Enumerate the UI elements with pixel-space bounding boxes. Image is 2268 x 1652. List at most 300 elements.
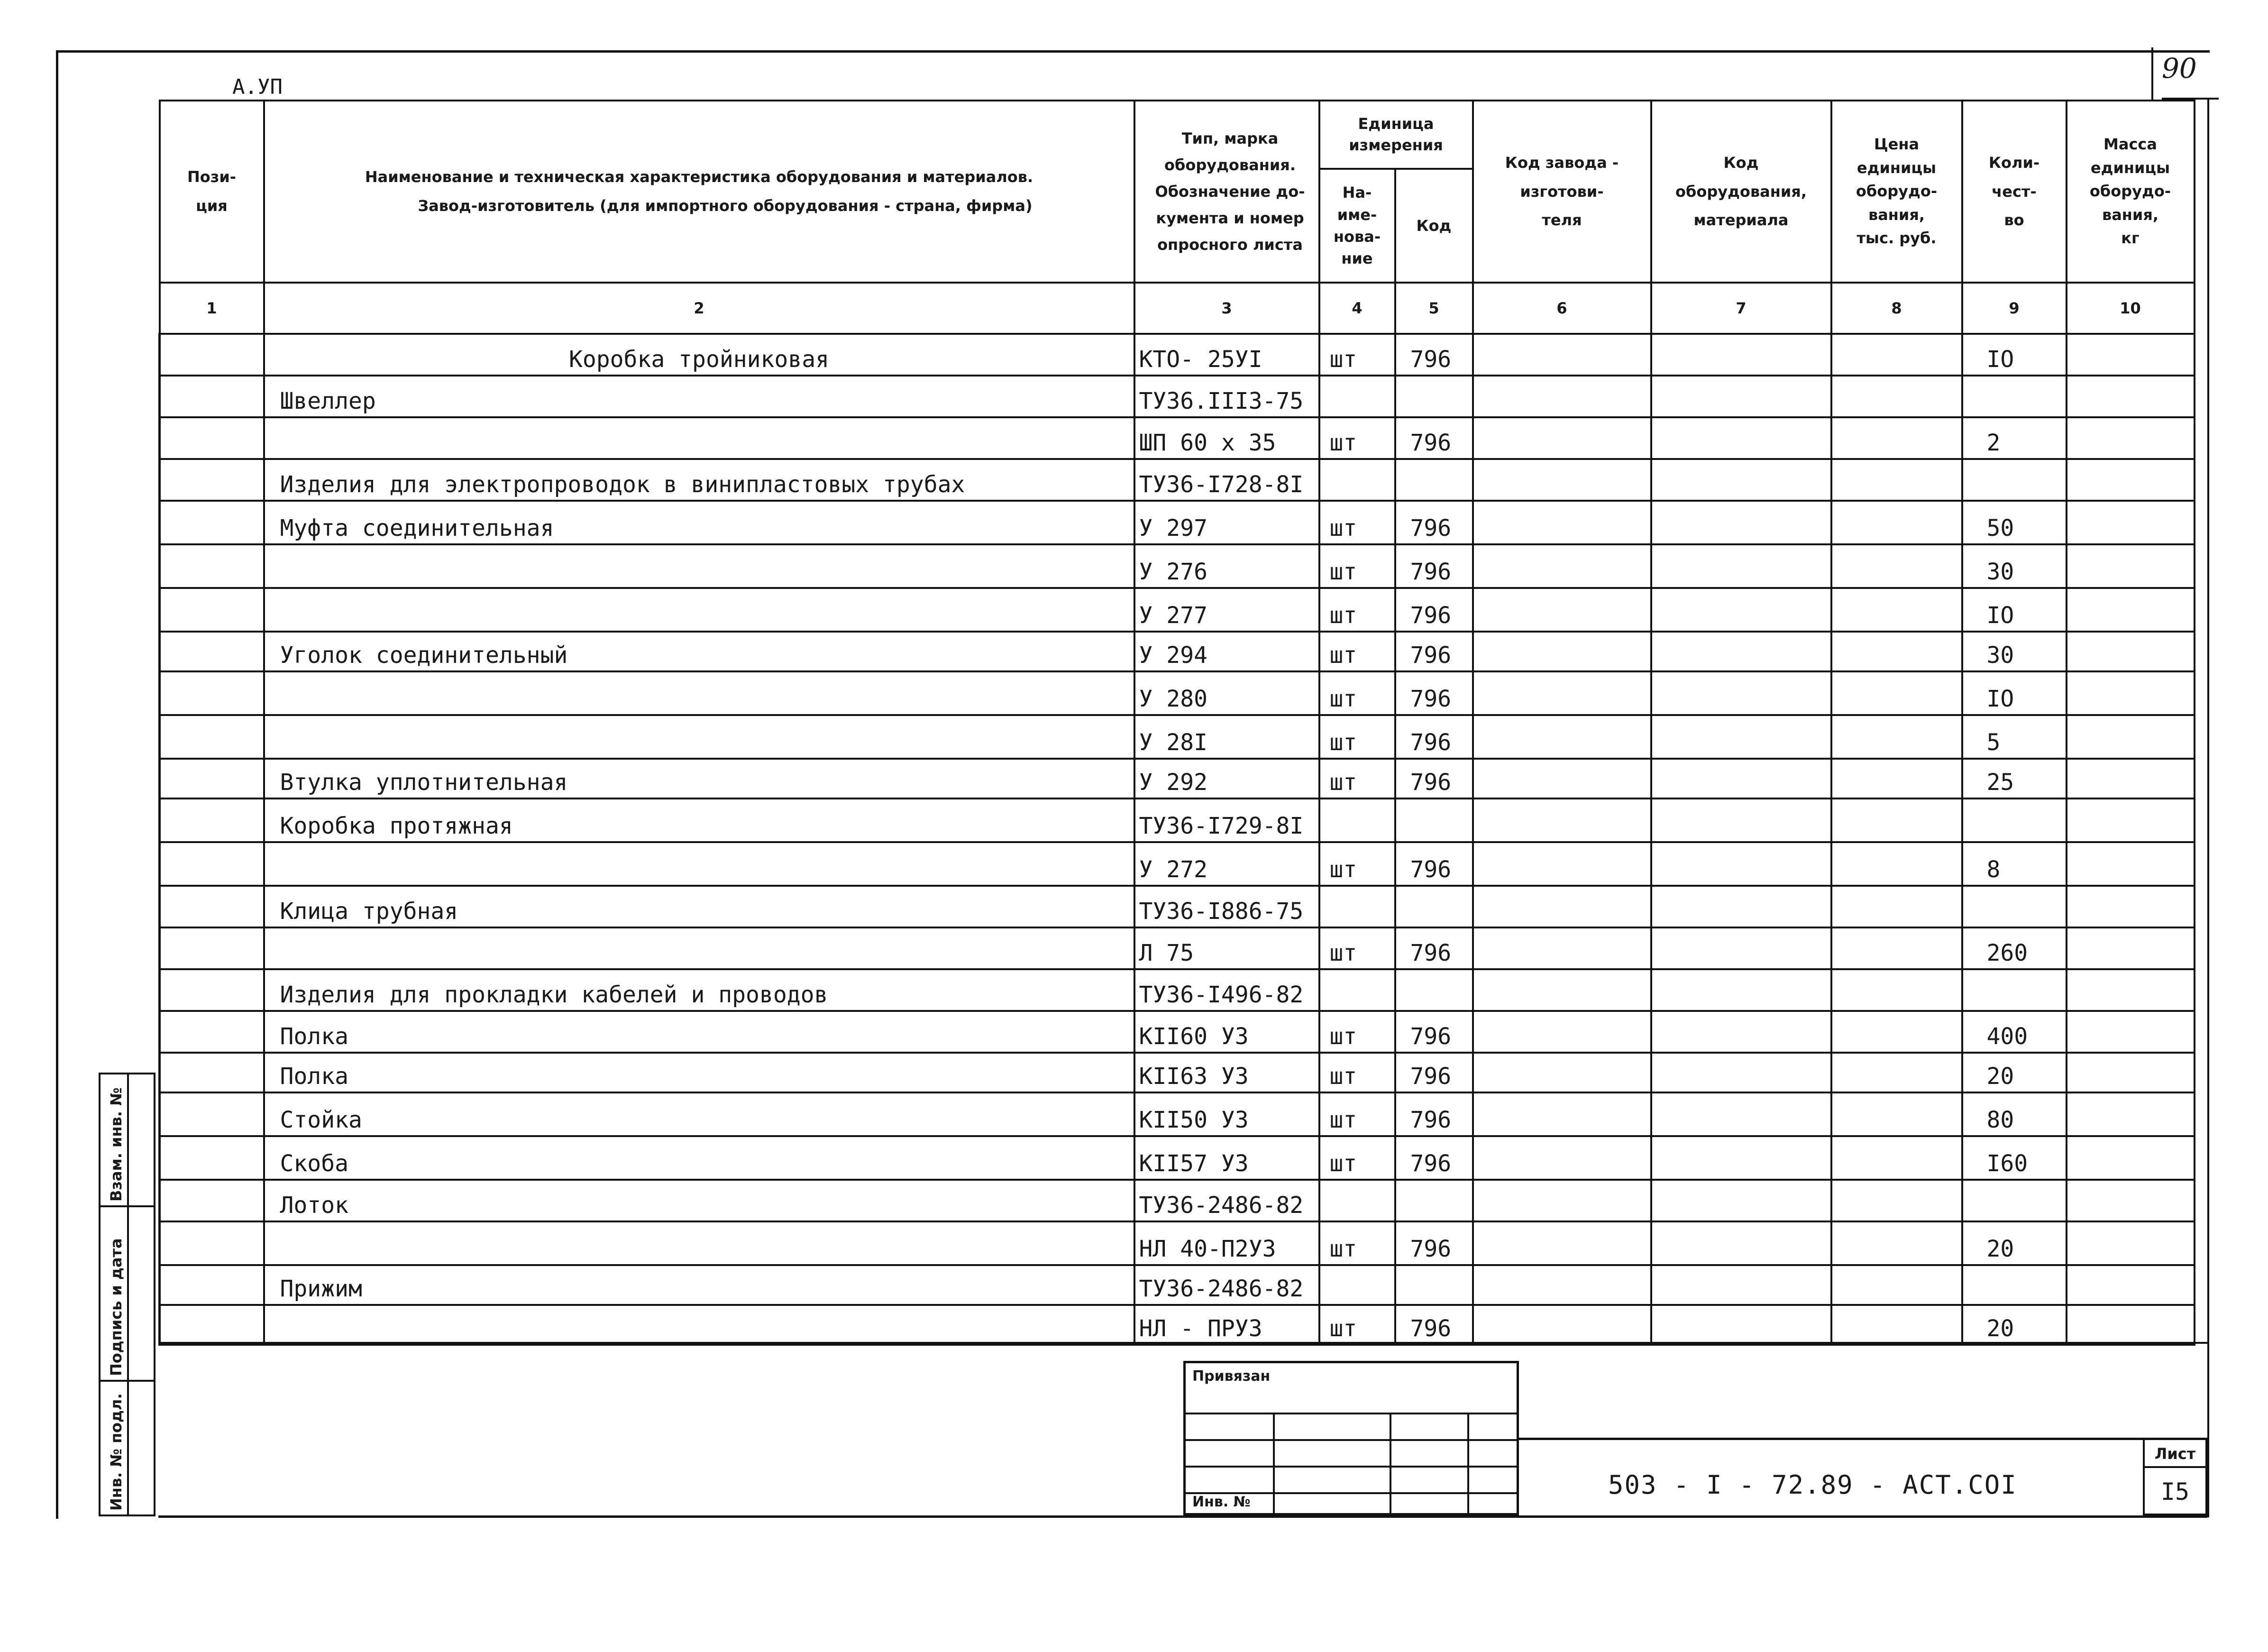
column-number: 2 [264, 283, 1134, 334]
factory-code-cell [1473, 1011, 1651, 1053]
table-row [160, 798, 2195, 842]
position-cell [160, 1053, 264, 1092]
unit-code-cell: 796 [1395, 1221, 1473, 1265]
unit-cell: шт [1319, 1053, 1395, 1092]
price-cell [1831, 1180, 1962, 1221]
quantity-cell [1962, 376, 2067, 417]
table-row [160, 1305, 2195, 1345]
name-cell: Втулка уплотнительная [264, 759, 1134, 798]
header-mass-text: Масса единицы оборудо- вания, кг [2089, 135, 2171, 248]
type-cell: У 276 [1134, 544, 1319, 588]
factory-code-cell [1473, 759, 1651, 798]
side-stamp-podpis [99, 1205, 155, 1382]
header-name-line2: Завод-изготовитель (для импортного оборудования - страна, фирма) [418, 197, 1033, 215]
specification-table [158, 100, 2195, 1346]
table-row [160, 927, 2195, 969]
mass-cell [2067, 798, 2195, 842]
price-cell [1831, 501, 1962, 544]
name-cell [264, 588, 1134, 632]
side-stamp-inv [99, 1380, 155, 1516]
type-cell: ТУ36-I729-8I [1134, 798, 1319, 842]
unit-code-cell: 796 [1395, 632, 1473, 671]
equipment-code-cell [1651, 459, 1831, 501]
header-unit-name [1319, 169, 1395, 283]
sheet-mark-divider [2151, 47, 2153, 100]
table-row [160, 969, 2195, 1011]
quantity-cell: 25 [1962, 759, 2067, 798]
name-cell [264, 842, 1134, 886]
unit-cell: шт [1319, 1305, 1395, 1345]
name-cell: Полка [264, 1053, 1134, 1092]
column-number: 4 [1319, 283, 1395, 334]
frame-right-edge [2207, 100, 2209, 1517]
quantity-cell [1962, 459, 2067, 501]
price-cell [1831, 632, 1962, 671]
equipment-code-cell [1651, 588, 1831, 632]
quantity-cell: 20 [1962, 1221, 2067, 1265]
factory-code-cell [1473, 842, 1651, 886]
position-cell [160, 715, 264, 759]
factory-code-cell [1473, 501, 1651, 544]
unit-cell: шт [1319, 759, 1395, 798]
unit-cell: шт [1319, 544, 1395, 588]
position-cell [160, 927, 264, 969]
header-unit-name-text: На- име- нова- ние [1333, 184, 1381, 268]
price-cell [1831, 969, 1962, 1011]
type-cell: У 297 [1134, 501, 1319, 544]
unit-cell [1319, 969, 1395, 1011]
table-row [160, 501, 2195, 544]
column-number: 8 [1831, 283, 1962, 334]
factory-code-cell [1473, 1265, 1651, 1305]
mass-cell [2067, 715, 2195, 759]
position-cell [160, 1092, 264, 1136]
unit-cell: шт [1319, 1136, 1395, 1180]
factory-code-cell [1473, 927, 1651, 969]
equipment-code-cell [1651, 1305, 1831, 1345]
factory-code-cell [1473, 544, 1651, 588]
header-price-text: Цена единицы оборудо- вания, тыс. руб. [1856, 135, 1938, 248]
name-cell [264, 927, 1134, 969]
mass-cell [2067, 886, 2195, 927]
document-number: 503 - I - 72.89 - АСТ.СОI [1608, 1470, 2017, 1500]
quantity-cell [1962, 798, 2067, 842]
header-name-line1: Наименование и техническая характеристика оборудования и материалов. [365, 168, 1033, 186]
mass-cell [2067, 1092, 2195, 1136]
type-cell: У 277 [1134, 588, 1319, 632]
type-cell: ТУ36-I728-8I [1134, 459, 1319, 501]
mass-cell [2067, 1305, 2195, 1345]
unit-code-cell: 796 [1395, 417, 1473, 459]
unit-cell: шт [1319, 1092, 1395, 1136]
type-cell: КII60 УЗ [1134, 1011, 1319, 1053]
header-quantity [1962, 101, 2067, 283]
quantity-cell: 2 [1962, 417, 2067, 459]
name-cell: Лоток [264, 1180, 1134, 1221]
position-cell [160, 1011, 264, 1053]
type-cell: Л 75 [1134, 927, 1319, 969]
name-cell: Скоба [264, 1136, 1134, 1180]
quantity-cell: 400 [1962, 1011, 2067, 1053]
table-row [160, 759, 2195, 798]
unit-code-cell: 796 [1395, 927, 1473, 969]
position-cell [160, 334, 264, 376]
quantity-cell: 80 [1962, 1092, 2067, 1136]
mass-cell [2067, 459, 2195, 501]
equipment-code-cell [1651, 1092, 1831, 1136]
unit-code-cell [1395, 798, 1473, 842]
unit-code-cell [1395, 1265, 1473, 1305]
equipment-code-cell [1651, 376, 1831, 417]
name-cell: Стойка [264, 1092, 1134, 1136]
price-cell [1831, 1265, 1962, 1305]
factory-code-cell [1473, 886, 1651, 927]
header-type [1134, 101, 1319, 283]
quantity-cell: IO [1962, 334, 2067, 376]
unit-code-cell: 796 [1395, 1136, 1473, 1180]
table-row [160, 334, 2195, 376]
price-cell [1831, 671, 1962, 715]
header-qty-text: Коли- чест- во [1988, 153, 2040, 229]
unit-code-cell: 796 [1395, 715, 1473, 759]
mass-cell [2067, 376, 2195, 417]
header-mass [2067, 101, 2195, 283]
name-cell [264, 671, 1134, 715]
price-cell [1831, 588, 1962, 632]
equipment-code-cell [1651, 632, 1831, 671]
quantity-cell: IO [1962, 671, 2067, 715]
unit-cell: шт [1319, 671, 1395, 715]
header-unit [1319, 101, 1473, 169]
type-cell: КТО- 25УI [1134, 334, 1319, 376]
quantity-cell: 260 [1962, 927, 2067, 969]
equipment-code-cell [1651, 886, 1831, 927]
position-cell [160, 1265, 264, 1305]
unit-code-cell: 796 [1395, 842, 1473, 886]
column-number: 6 [1473, 283, 1651, 334]
unit-cell [1319, 798, 1395, 842]
header-equip-code-text: Код оборудования, материала [1675, 153, 1807, 229]
column-number: 10 [2067, 283, 2195, 334]
price-cell [1831, 334, 1962, 376]
quantity-cell: 50 [1962, 501, 2067, 544]
price-cell [1831, 1092, 1962, 1136]
price-cell [1831, 376, 1962, 417]
unit-code-cell: 796 [1395, 759, 1473, 798]
unit-cell: шт [1319, 334, 1395, 376]
name-cell: Прижим [264, 1265, 1134, 1305]
quantity-cell [1962, 969, 2067, 1011]
factory-code-cell [1473, 969, 1651, 1011]
quantity-cell: IO [1962, 588, 2067, 632]
frame-bottom [158, 1515, 2207, 1518]
name-cell [264, 417, 1134, 459]
name-cell: Полка [264, 1011, 1134, 1053]
unit-code-cell: 796 [1395, 1092, 1473, 1136]
quantity-cell: 30 [1962, 544, 2067, 588]
header-unit-code: Код [1395, 169, 1473, 283]
equipment-code-cell [1651, 927, 1831, 969]
unit-code-cell [1395, 376, 1473, 417]
equipment-code-cell [1651, 1136, 1831, 1180]
position-cell [160, 501, 264, 544]
mass-cell [2067, 544, 2195, 588]
organization-code: А.УП [232, 75, 283, 99]
unit-cell: шт [1319, 842, 1395, 886]
unit-code-cell: 796 [1395, 1053, 1473, 1092]
equipment-code-cell [1651, 417, 1831, 459]
sheet-box [2143, 1438, 2207, 1515]
table-row [160, 459, 2195, 501]
table-row [160, 544, 2195, 588]
type-cell: ТУ36.III3-75 [1134, 376, 1319, 417]
position-cell [160, 588, 264, 632]
table-row [160, 886, 2195, 927]
name-cell: Швеллер [264, 376, 1134, 417]
name-cell: Коробка протяжная [264, 798, 1134, 842]
type-cell: ТУ36-I886-75 [1134, 886, 1319, 927]
price-cell [1831, 1136, 1962, 1180]
unit-code-cell: 796 [1395, 544, 1473, 588]
type-cell: У 28I [1134, 715, 1319, 759]
header-pos-text: Пози- ция [187, 168, 237, 215]
name-cell: Муфта соединительная [264, 501, 1134, 544]
table-row [160, 1011, 2195, 1053]
sheet-mark: 90 [2162, 52, 2197, 84]
price-cell [1831, 715, 1962, 759]
price-cell [1831, 886, 1962, 927]
price-cell [1831, 1221, 1962, 1265]
header-position [160, 101, 264, 283]
header-type-text: Тип, марка оборудования. Обозначение до- кумента и номер опросного листа [1155, 129, 1305, 254]
unit-code-cell [1395, 459, 1473, 501]
name-cell: Изделия для прокладки кабелей и проводов [264, 969, 1134, 1011]
position-cell [160, 671, 264, 715]
name-cell [264, 715, 1134, 759]
equipment-code-cell [1651, 842, 1831, 886]
factory-code-cell [1473, 632, 1651, 671]
sheet-number: I5 [2143, 1466, 2207, 1515]
position-cell [160, 969, 264, 1011]
sheet-label: Лист [2143, 1438, 2207, 1468]
unit-cell [1319, 1180, 1395, 1221]
factory-code-cell [1473, 459, 1651, 501]
equipment-code-cell [1651, 1221, 1831, 1265]
type-cell: ШП 60 х 35 [1134, 417, 1319, 459]
unit-code-cell: 796 [1395, 501, 1473, 544]
quantity-cell [1962, 1265, 2067, 1305]
mass-cell [2067, 759, 2195, 798]
factory-code-cell [1473, 376, 1651, 417]
factory-code-cell [1473, 1180, 1651, 1221]
factory-code-cell [1473, 715, 1651, 759]
price-cell [1831, 1011, 1962, 1053]
unit-code-cell: 796 [1395, 588, 1473, 632]
unit-cell [1319, 886, 1395, 927]
type-cell: КII50 УЗ [1134, 1092, 1319, 1136]
type-cell: У 280 [1134, 671, 1319, 715]
price-cell [1831, 459, 1962, 501]
equipment-code-cell [1651, 1053, 1831, 1092]
header-unit-text: Единица измерения [1349, 115, 1443, 154]
equipment-code-cell [1651, 1011, 1831, 1053]
equipment-code-cell [1651, 671, 1831, 715]
table-row [160, 632, 2195, 671]
header-name [264, 101, 1134, 283]
unit-cell: шт [1319, 417, 1395, 459]
price-cell [1831, 798, 1962, 842]
quantity-cell: I60 [1962, 1136, 2067, 1180]
unit-code-cell: 796 [1395, 1011, 1473, 1053]
column-number: 5 [1395, 283, 1473, 334]
type-cell: ТУ36-2486-82 [1134, 1265, 1319, 1305]
unit-code-cell [1395, 886, 1473, 927]
unit-cell [1319, 459, 1395, 501]
mass-cell [2067, 842, 2195, 886]
side-stamp-vzam-label: Взам. инв. № [107, 1087, 125, 1202]
factory-code-cell [1473, 1136, 1651, 1180]
factory-code-cell [1473, 1053, 1651, 1092]
factory-code-cell [1473, 1221, 1651, 1265]
privyazan-label: Привязан [1192, 1368, 1271, 1385]
name-cell: Изделия для электропроводок в винипластовых трубах [264, 459, 1134, 501]
name-cell [264, 544, 1134, 588]
position-cell [160, 842, 264, 886]
position-cell [160, 798, 264, 842]
type-cell: У 294 [1134, 632, 1319, 671]
table-row [160, 588, 2195, 632]
header-price [1831, 101, 1962, 283]
mass-cell [2067, 334, 2195, 376]
table-row [160, 715, 2195, 759]
table-row [160, 842, 2195, 886]
factory-code-cell [1473, 588, 1651, 632]
quantity-cell: 5 [1962, 715, 2067, 759]
unit-cell: шт [1319, 501, 1395, 544]
name-cell: Клица трубная [264, 886, 1134, 927]
equipment-code-cell [1651, 969, 1831, 1011]
type-cell: КII63 УЗ [1134, 1053, 1319, 1092]
name-cell: Уголок соединительный [264, 632, 1134, 671]
price-cell [1831, 1053, 1962, 1092]
price-cell [1831, 842, 1962, 886]
mass-cell [2067, 1180, 2195, 1221]
header-factory-code [1473, 101, 1651, 283]
name-cell [264, 1305, 1134, 1345]
name-cell [264, 1221, 1134, 1265]
factory-code-cell [1473, 671, 1651, 715]
equipment-code-cell [1651, 1180, 1831, 1221]
column-number: 3 [1134, 283, 1319, 334]
unit-code-cell: 796 [1395, 334, 1473, 376]
side-stamp [99, 1073, 157, 1516]
table-row [160, 671, 2195, 715]
mass-cell [2067, 1053, 2195, 1092]
mass-cell [2067, 501, 2195, 544]
factory-code-cell [1473, 334, 1651, 376]
equipment-code-cell [1651, 334, 1831, 376]
position-cell [160, 376, 264, 417]
column-numbers-row [160, 283, 2195, 334]
bottom-separator [158, 1342, 2207, 1344]
side-stamp-vzam [99, 1073, 155, 1207]
mass-cell [2067, 1265, 2195, 1305]
unit-cell: шт [1319, 632, 1395, 671]
position-cell [160, 417, 264, 459]
header-equipment-code [1651, 101, 1831, 283]
unit-code-cell [1395, 969, 1473, 1011]
quantity-cell: 8 [1962, 842, 2067, 886]
unit-cell: шт [1319, 588, 1395, 632]
equipment-code-cell [1651, 544, 1831, 588]
equipment-code-cell [1651, 1265, 1831, 1305]
unit-cell: шт [1319, 1221, 1395, 1265]
mass-cell [2067, 927, 2195, 969]
table-row [160, 417, 2195, 459]
price-cell [1831, 927, 1962, 969]
position-cell [160, 1305, 264, 1345]
position-cell [160, 1221, 264, 1265]
table-row [160, 1053, 2195, 1092]
name-cell: Коробка тройниковая [264, 334, 1134, 376]
mass-cell [2067, 588, 2195, 632]
quantity-cell [1962, 886, 2067, 927]
mass-cell [2067, 671, 2195, 715]
position-cell [160, 886, 264, 927]
unit-cell: шт [1319, 927, 1395, 969]
unit-cell [1319, 1265, 1395, 1305]
table-row [160, 1136, 2195, 1180]
unit-code-cell: 796 [1395, 671, 1473, 715]
price-cell [1831, 759, 1962, 798]
table-row [160, 376, 2195, 417]
type-cell: У 272 [1134, 842, 1319, 886]
unit-cell: шт [1319, 1011, 1395, 1053]
side-stamp-inv-label: Инв. № подл. [107, 1393, 125, 1511]
equipment-code-cell [1651, 798, 1831, 842]
position-cell [160, 1136, 264, 1180]
header-factory-text: Код завода - изготови- теля [1505, 153, 1619, 229]
type-cell: ТУ36-I496-82 [1134, 969, 1319, 1011]
privyazan-stamp [1183, 1361, 1519, 1515]
position-cell [160, 759, 264, 798]
type-cell: НЛ 40-П2УЗ [1134, 1221, 1319, 1265]
mass-cell [2067, 1011, 2195, 1053]
mass-cell [2067, 1221, 2195, 1265]
price-cell [1831, 1305, 1962, 1345]
type-cell: У 292 [1134, 759, 1319, 798]
table-row [160, 1092, 2195, 1136]
unit-cell [1319, 376, 1395, 417]
equipment-code-cell [1651, 501, 1831, 544]
factory-code-cell [1473, 1092, 1651, 1136]
position-cell [160, 459, 264, 501]
equipment-code-cell [1651, 715, 1831, 759]
unit-cell: шт [1319, 715, 1395, 759]
factory-code-cell [1473, 798, 1651, 842]
mass-cell [2067, 969, 2195, 1011]
quantity-cell [1962, 1180, 2067, 1221]
quantity-cell: 20 [1962, 1053, 2067, 1092]
type-cell: НЛ - ПРУЗ [1134, 1305, 1319, 1345]
equipment-code-cell [1651, 759, 1831, 798]
position-cell [160, 1180, 264, 1221]
mass-cell [2067, 1136, 2195, 1180]
quantity-cell: 30 [1962, 632, 2067, 671]
column-number: 1 [160, 283, 264, 334]
type-cell: КII57 УЗ [1134, 1136, 1319, 1180]
position-cell [160, 632, 264, 671]
